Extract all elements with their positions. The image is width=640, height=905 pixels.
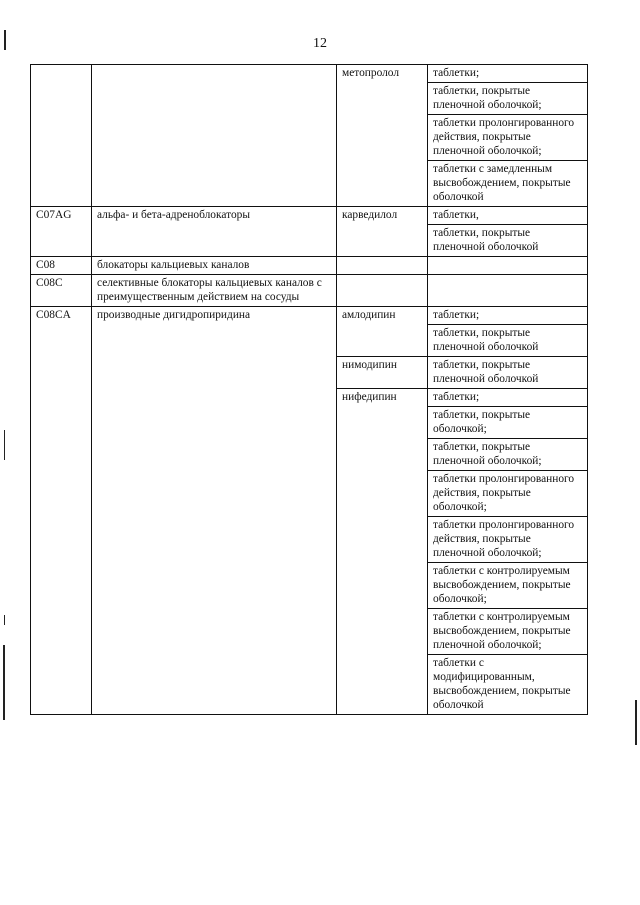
dosage-form-cell (428, 257, 588, 275)
drug-name-cell: амлодипин (337, 307, 428, 357)
scan-edge-mark (635, 700, 637, 745)
atc-code-cell: C07AG (31, 207, 92, 257)
drug-name-cell: карведилол (337, 207, 428, 257)
group-name-cell: производные дигидропиридина (92, 307, 337, 715)
group-name-cell: альфа- и бета-адреноблокаторы (92, 207, 337, 257)
atc-code-cell (31, 65, 92, 207)
drug-name-cell (337, 257, 428, 275)
dosage-form-cell: таблетки с модифицированным, высвобождением, покрытые оболочкой (428, 655, 588, 715)
atc-code-cell: C08 (31, 257, 92, 275)
medication-table (30, 64, 588, 715)
drug-name-cell: метопролол (337, 65, 428, 207)
dosage-form-cell: таблетки, покрытые пленочной оболочкой; (428, 83, 588, 115)
table-row (31, 275, 588, 307)
dosage-form-cell: таблетки, покрытые пленочной оболочкой (428, 225, 588, 257)
page-number: 12 (313, 36, 327, 51)
table-row (31, 65, 588, 83)
dosage-form-cell: таблетки, (428, 207, 588, 225)
scan-edge-mark (4, 615, 5, 625)
dosage-form-cell: таблетки с замедленным высвобождением, покрытые оболочкой (428, 161, 588, 207)
dosage-form-cell: таблетки, покрытые пленочной оболочкой (428, 325, 588, 357)
group-name-cell: блокаторы кальциевых каналов (92, 257, 337, 275)
table-row (31, 257, 588, 275)
scan-edge-mark (3, 645, 5, 720)
table-row (31, 307, 588, 325)
dosage-form-cell: таблетки пролонгированного действия, покрытые оболочкой; (428, 471, 588, 517)
dosage-form-cell: таблетки; (428, 65, 588, 83)
dosage-form-cell (428, 275, 588, 307)
dosage-form-cell: таблетки, покрытые пленочной оболочкой (428, 357, 588, 389)
dosage-form-cell: таблетки с контролируемым высвобождением, покрытые оболочкой; (428, 563, 588, 609)
drug-name-cell: нифедипин (337, 389, 428, 715)
dosage-form-cell: таблетки пролонгированного действия, покрытые пленочной оболочкой; (428, 517, 588, 563)
atc-code-cell: C08C (31, 275, 92, 307)
dosage-form-cell: таблетки пролонгированного действия, покрытые пленочной оболочкой; (428, 115, 588, 161)
drug-name-cell (337, 275, 428, 307)
dosage-form-cell: таблетки; (428, 389, 588, 407)
drug-name-cell: нимодипин (337, 357, 428, 389)
dosage-form-cell: таблетки, покрытые оболочкой; (428, 407, 588, 439)
scan-edge-mark (4, 430, 5, 460)
atc-code-cell: C08CA (31, 307, 92, 715)
group-name-cell: селективные блокаторы кальциевых каналов с преимущественным действием на сосуды (92, 275, 337, 307)
table-row (31, 207, 588, 225)
group-name-cell (92, 65, 337, 207)
dosage-form-cell: таблетки; (428, 307, 588, 325)
dosage-form-cell: таблетки с контролируемым высвобождением, покрытые пленочной оболочкой; (428, 609, 588, 655)
dosage-form-cell: таблетки, покрытые пленочной оболочкой; (428, 439, 588, 471)
